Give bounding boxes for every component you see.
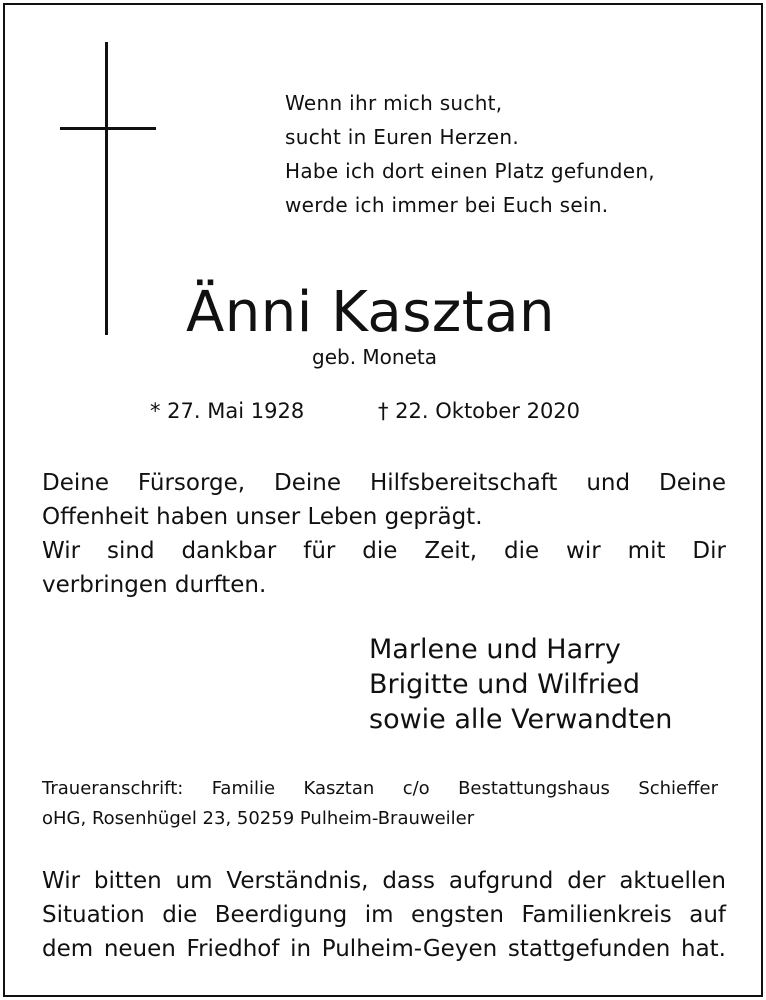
mourners-list	[369, 632, 672, 737]
tribute-line: Wir sind dankbar für die Zeit, die wir mit Dir	[42, 538, 726, 564]
notice-line: Wir bitten um Verständnis, dass aufgrund der aktuellen	[42, 868, 726, 894]
poem	[285, 86, 655, 222]
death-date: † 22. Oktober 2020	[378, 399, 581, 423]
cross-vertical-bar	[105, 42, 108, 335]
tribute-text	[42, 466, 726, 602]
mourner-line: Marlene und Harry	[369, 634, 621, 665]
mourner-line: sowie alle Verwandten	[369, 704, 673, 735]
poem-line: Wenn ihr mich sucht,	[285, 91, 503, 115]
poem-line: Habe ich dort einen Platz gefunden,	[285, 159, 655, 183]
tribute-line: Offenheit haben unser Leben geprägt.	[42, 504, 483, 530]
mourner-line: Brigitte und Wilfried	[369, 669, 641, 700]
funeral-notice	[42, 864, 726, 966]
notice-line: Situation die Beerdigung im engsten Familienkreis auf	[42, 902, 726, 928]
poem-line: werde ich immer bei Euch sein.	[285, 193, 609, 217]
tribute-line: verbringen durften.	[42, 572, 267, 598]
cross-horizontal-bar	[60, 127, 156, 130]
tribute-line: Deine Fürsorge, Deine Hilfsbereitschaft und Deine	[42, 470, 726, 496]
notice-line: dem neuen Friedhof in Pulheim-Geyen stattgefunden hat.	[42, 936, 726, 962]
deceased-name: Änni Kasztan	[186, 280, 556, 345]
birth-name: geb. Moneta	[312, 345, 437, 369]
address-line: oHG, Rosenhügel 23, 50259 Pulheim-Brauweiler	[42, 808, 475, 829]
birth-date: * 27. Mai 1928	[150, 399, 305, 423]
mourning-address	[42, 774, 718, 834]
poem-line: sucht in Euren Herzen.	[285, 125, 519, 149]
address-line: Traueranschrift: Familie Kasztan c/o Bestattungshaus Schieffer	[42, 778, 718, 799]
